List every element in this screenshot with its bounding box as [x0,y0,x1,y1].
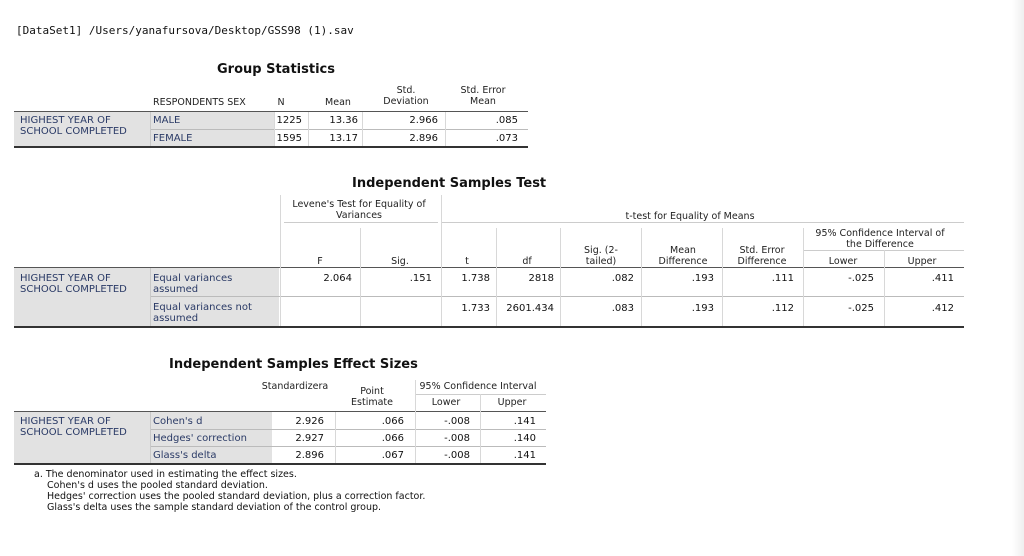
col-f: F [317,256,323,267]
gs-col-sd: Std. Deviation [383,85,429,107]
eff-row-name: Hedges' correction [153,433,247,444]
eff-std: 2.896 [295,450,324,461]
cell-sed: .111 [771,273,794,284]
gs-col-se: Std. Error Mean [460,85,506,107]
eff-col-point: Point Estimate [351,386,393,408]
cell-lower: -.025 [848,303,874,314]
eff-std: 2.927 [295,433,324,444]
gs-mean: 13.36 [329,115,358,126]
gs-col-group: RESPONDENTS SEX [153,97,246,108]
gs-mean: 13.17 [329,133,358,144]
col-sed: Std. Error Difference [737,245,787,267]
group-stats-title: Group Statistics [217,62,335,77]
cell-sig2: .083 [611,303,634,314]
ind-row-name: Equal variances not assumed [153,302,252,324]
eff-point: .066 [381,416,404,427]
gs-se: .085 [495,115,518,126]
dataset-path: [DataSet1] /Users/yanafursova/Desktop/GSS98 (1).sav [16,24,354,37]
footnote-line: Glass's delta uses the sample standard deviation of the control group. [47,502,382,513]
levene-header: Levene's Test for Equality of Variances [292,199,426,221]
eff-col-lower: Lower [431,397,461,408]
eff-row-label: HIGHEST YEAR OF SCHOOL COMPLETED [20,416,127,438]
ind-test-title: Independent Samples Test [352,176,547,191]
eff-ci-header: 95% Confidence Interval [419,381,537,392]
cell-sed: .112 [771,303,794,314]
gs-sd: 2.896 [409,133,438,144]
eff-upper: .141 [513,416,536,427]
eff-lower: -.008 [444,433,470,444]
col-t: t [465,256,469,267]
cell-t: 1.733 [461,303,490,314]
cell-f: 2.064 [323,273,352,284]
scrollbar-track[interactable] [1012,0,1024,556]
cell-df: 2818 [528,273,554,284]
eff-point: .067 [381,450,404,461]
col-sig: Sig. [391,256,409,267]
ind-row-name: Equal variances assumed [153,273,233,295]
eff-upper: .140 [513,433,536,444]
cell-upper: .411 [931,273,954,284]
col-upper: Upper [907,256,937,267]
eff-point: .066 [381,433,404,444]
eff-col-upper: Upper [497,397,527,408]
cell-t: 1.738 [461,273,490,284]
gs-row-label: HIGHEST YEAR OF SCHOOL COMPLETED [20,115,127,137]
col-lower: Lower [828,256,858,267]
cell-md: .193 [691,303,714,314]
eff-std: 2.926 [295,416,324,427]
eff-col-std: Standardizera [261,381,329,392]
cell-sig: .151 [409,273,432,284]
footnote-a: a. The denominator used in estimating the effect sizes. [34,469,297,480]
cell-sig2: .082 [611,273,634,284]
gs-sd: 2.966 [409,115,438,126]
footnote-line: Hedges' correction uses the pooled standard deviation, plus a correction factor. [47,491,426,502]
gs-group: MALE [153,115,181,126]
ci-header: 95% Confidence Interval of the Difference [815,228,945,250]
ind-row-label: HIGHEST YEAR OF SCHOOL COMPLETED [20,273,127,295]
col-df: df [522,256,532,267]
cell-md: .193 [691,273,714,284]
gs-n: 1595 [276,133,302,144]
cell-df: 2601.434 [506,303,554,314]
effect-title: Independent Samples Effect Sizes [169,357,418,372]
eff-lower: -.008 [444,416,470,427]
gs-col-n: N [277,97,285,108]
gs-se: .073 [495,133,518,144]
gs-group: FEMALE [153,133,193,144]
footnote-line: Cohen's d uses the pooled standard deviation. [47,480,268,491]
gs-n: 1225 [276,115,302,126]
gs-col-mean: Mean [325,97,351,108]
eff-lower: -.008 [444,450,470,461]
cell-lower: -.025 [848,273,874,284]
cell-upper: .412 [931,303,954,314]
col-sig2: Sig. (2-tailed) [584,245,618,267]
eff-row-name: Cohen's d [153,416,203,427]
eff-row-name: Glass's delta [153,450,217,461]
ttest-header: t-test for Equality of Means [625,211,755,222]
col-md: Mean Difference [658,245,708,267]
eff-upper: .141 [513,450,536,461]
